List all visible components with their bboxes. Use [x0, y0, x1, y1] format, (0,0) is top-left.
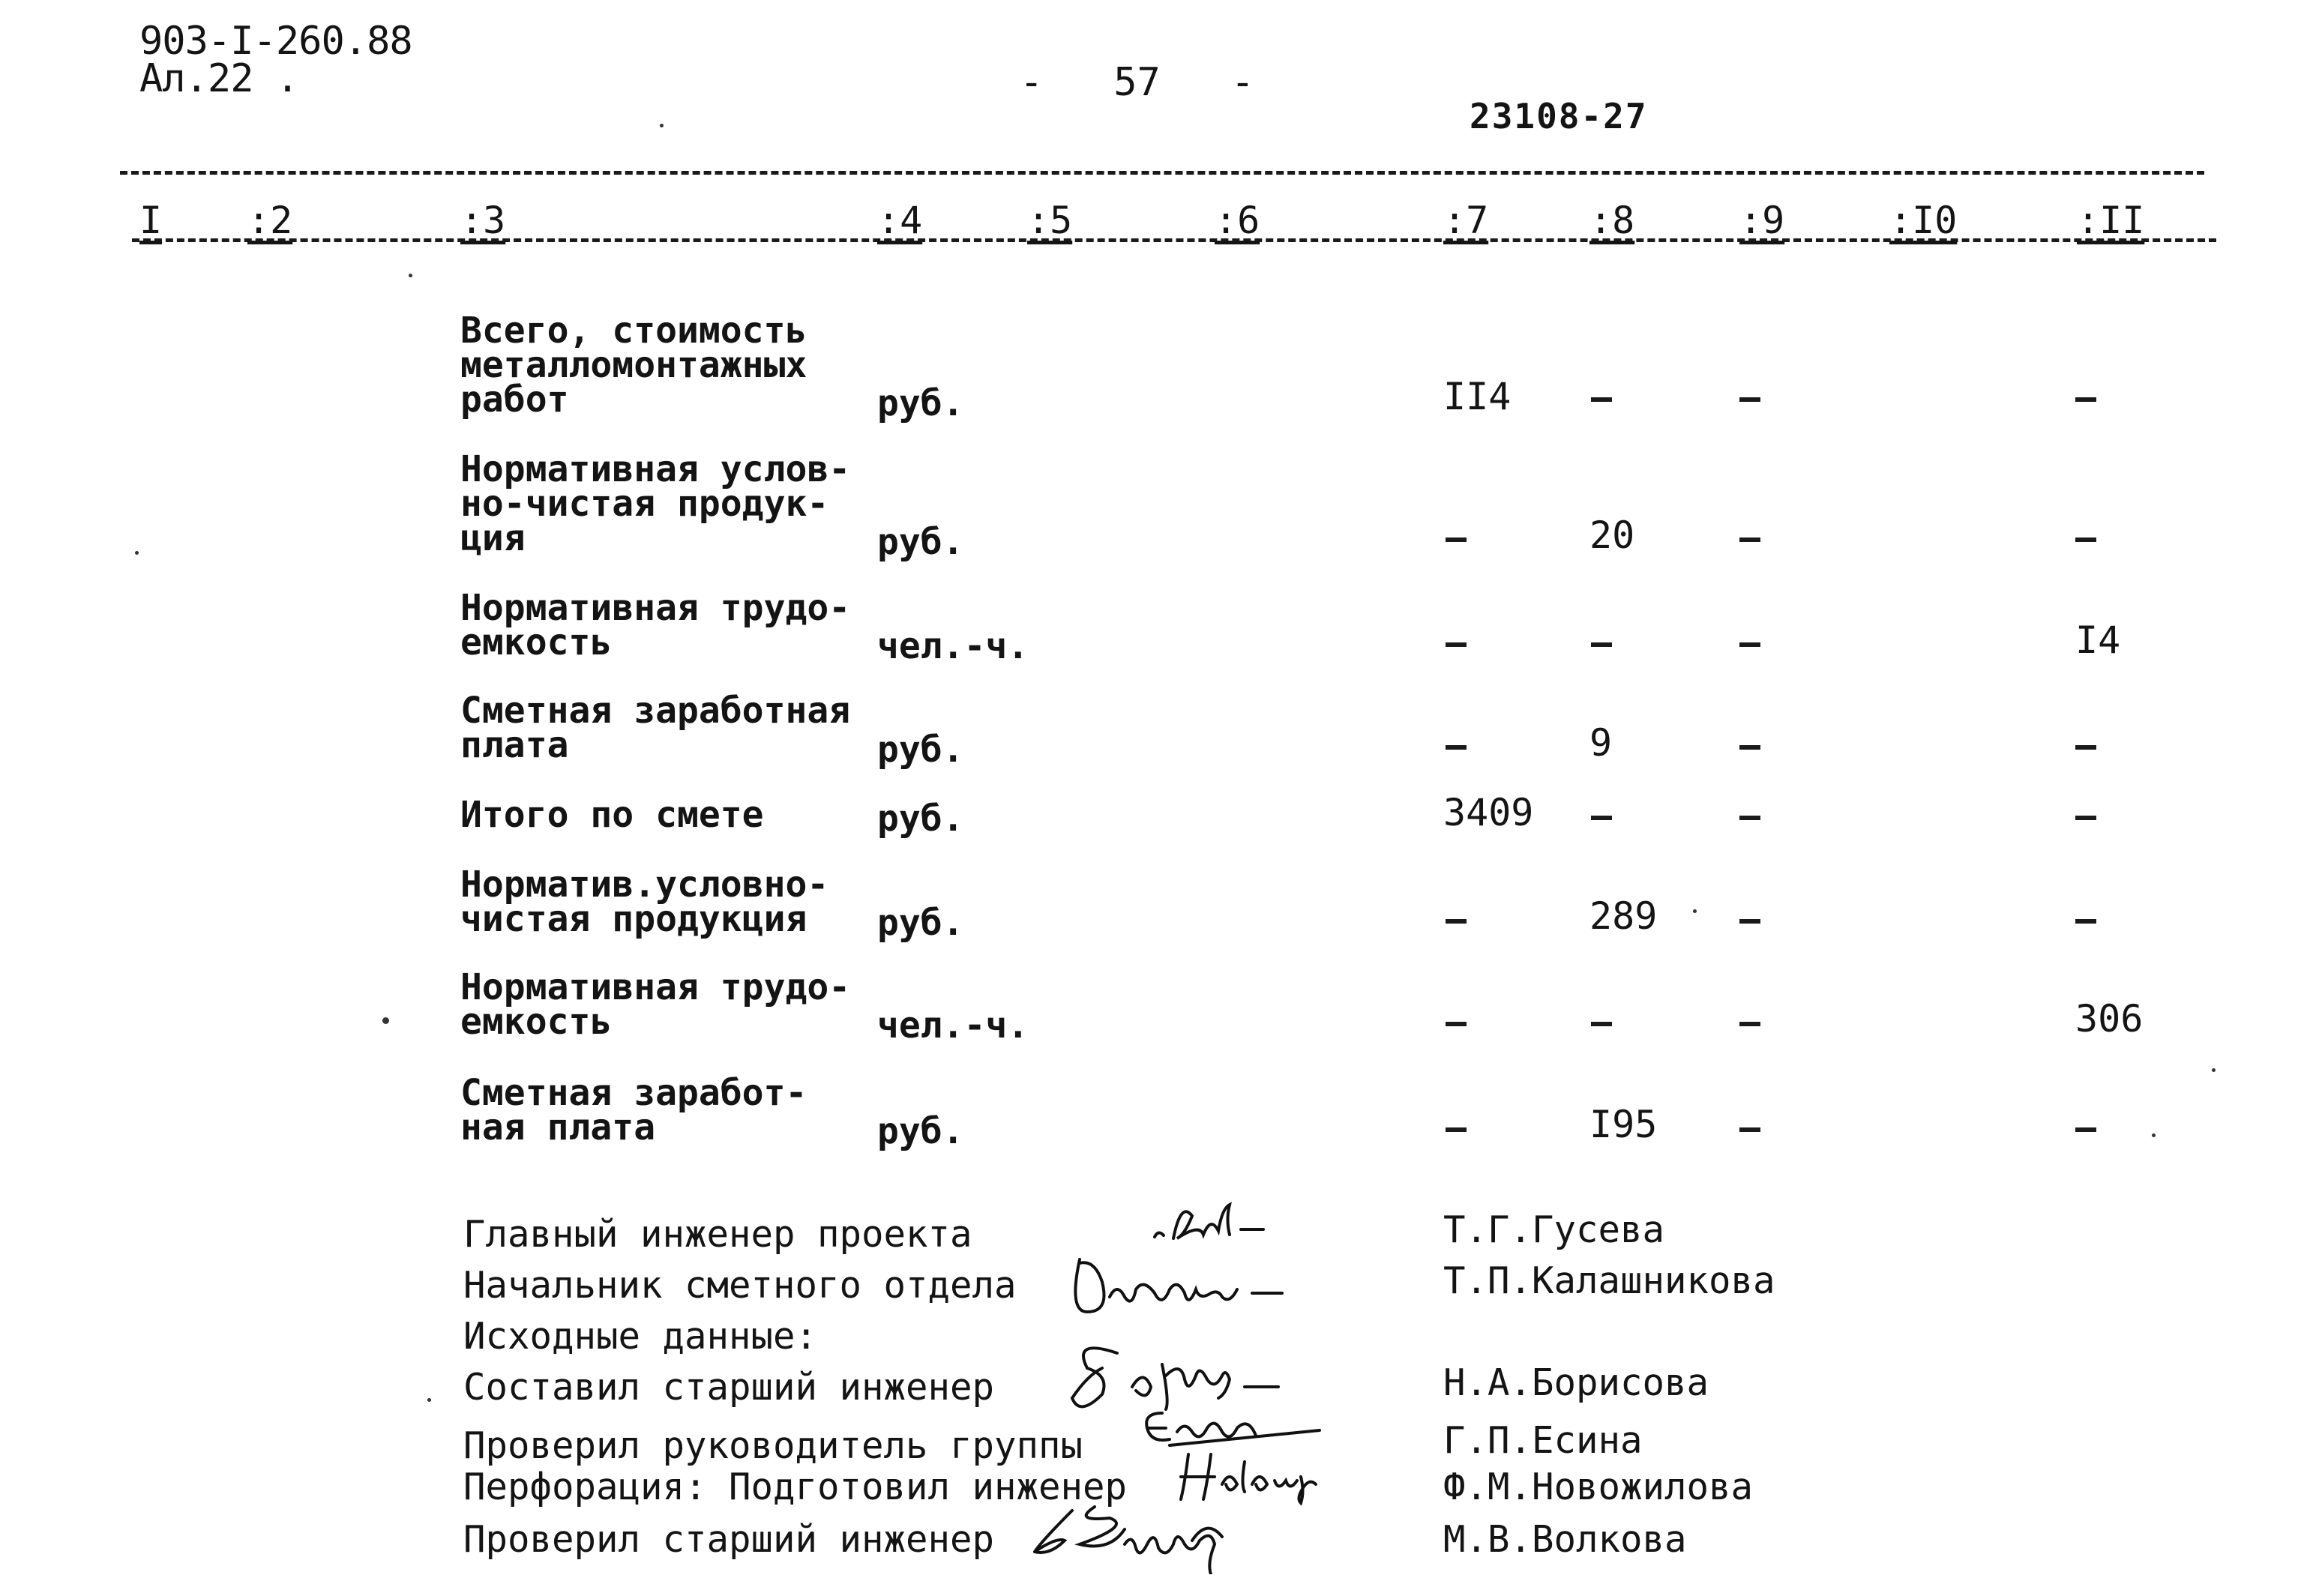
dash-col8: [1591, 642, 1612, 647]
scan-speck: [135, 551, 139, 555]
row-unit: руб.: [877, 521, 964, 563]
dash-col9: [1739, 1127, 1760, 1132]
value-col7: II4: [1443, 375, 1512, 418]
column-number: :4: [877, 199, 923, 242]
scan-speck: [2212, 1068, 2216, 1072]
signer-title: Проверил старший инженер: [463, 1518, 995, 1561]
value-col8: 9: [1589, 721, 1613, 765]
page-number: - 57 -: [1020, 60, 1255, 105]
value-col7: 3409: [1443, 791, 1534, 834]
signer-title: Перфорация: Подготовил инженер: [463, 1466, 1128, 1508]
dash-col7: [1446, 537, 1467, 542]
dash-col7: [1446, 642, 1467, 647]
signer-name: Г.П.Есина: [1443, 1419, 1643, 1462]
column-number: :8: [1589, 199, 1635, 242]
header-rule-top: [120, 171, 2204, 175]
signer-title: Составил старший инженер: [463, 1366, 995, 1409]
dash-col9: [1739, 1022, 1760, 1026]
dash-col9: [1739, 537, 1760, 542]
dash-col11: [2075, 1127, 2096, 1132]
row-label: Нормативная трудо- емкость: [460, 966, 851, 1043]
dash-col9: [1739, 397, 1760, 402]
row-unit: руб.: [877, 1110, 964, 1152]
dash-col11: [2075, 816, 2096, 820]
row-label: Итого по смете: [460, 794, 764, 836]
dash-col9: [1739, 642, 1760, 647]
column-number: :5: [1027, 199, 1073, 242]
value-col11: 306: [2075, 997, 2144, 1041]
signer-name: Ф.М.Новожилова: [1443, 1466, 1754, 1508]
column-number: :I0: [1889, 199, 1958, 242]
row-label: Нормативная трудо- емкость: [460, 587, 851, 663]
dash-col8: [1591, 816, 1612, 820]
handwritten-signature: [1170, 1447, 1342, 1507]
dash-col11: [2075, 397, 2096, 402]
row-unit: руб.: [877, 902, 964, 944]
signer-name: Т.П.Калашникова: [1443, 1259, 1775, 1302]
value-col8: I95: [1589, 1103, 1658, 1146]
signer-title: Главный инженер проекта: [463, 1213, 972, 1256]
row-unit: руб.: [877, 798, 964, 840]
row-label: Нормативная услов- но-чистая продук- ция: [460, 448, 851, 559]
signer-name: Н.А.Борисова: [1443, 1361, 1709, 1404]
column-number: :6: [1215, 199, 1260, 242]
dash-col11: [2075, 537, 2096, 542]
dash-col9: [1739, 745, 1760, 750]
column-number: :9: [1739, 199, 1785, 242]
dash-col7: [1446, 1022, 1467, 1026]
handwritten-signature: [1065, 1244, 1305, 1327]
row-unit: руб.: [877, 729, 964, 771]
dash-col7: [1446, 919, 1467, 924]
row-label: Сметная заработная плата: [460, 690, 851, 766]
column-number: I: [139, 199, 163, 242]
row-unit: чел.-ч.: [877, 625, 1029, 667]
row-unit: чел.-ч.: [877, 1005, 1029, 1047]
scan-speck: [1693, 909, 1697, 913]
row-unit: руб.: [877, 382, 964, 424]
column-number: :7: [1443, 199, 1489, 242]
scan-speck: [409, 274, 412, 277]
dash-col9: [1739, 919, 1760, 924]
scan-speck: [2152, 1133, 2156, 1137]
column-number: :2: [247, 199, 293, 242]
signer-name: Т.Г.Гусева: [1443, 1208, 1665, 1251]
section-heading: Исходные данные:: [463, 1315, 818, 1358]
row-label: Всего, стоимость металломонтажных работ: [460, 310, 807, 421]
value-col8: 20: [1589, 514, 1635, 557]
dash-col9: [1739, 816, 1760, 820]
dash-col8: [1591, 1022, 1612, 1026]
scan-speck: [382, 1017, 389, 1024]
handwritten-signature: [1020, 1499, 1290, 1574]
dash-col7: [1446, 745, 1467, 750]
document-code: 903-I-260.88: [139, 19, 412, 64]
signer-name: М.В.Волкова: [1443, 1518, 1687, 1561]
signer-title: Начальник сметного отдела: [463, 1264, 1017, 1307]
column-number: :II: [2077, 199, 2145, 242]
row-label: Норматив.условно- чистая продукция: [460, 864, 829, 940]
dash-col8: [1591, 397, 1612, 402]
row-label: Сметная заработ- ная плата: [460, 1072, 807, 1148]
scan-speck: [427, 1398, 431, 1402]
dash-col11: [2075, 745, 2096, 750]
value-col11: I4: [2075, 618, 2121, 662]
value-col8: 289: [1589, 894, 1658, 938]
album-number: Ал.22 .: [139, 56, 299, 101]
dash-col11: [2075, 919, 2096, 924]
column-number: :3: [460, 199, 506, 242]
scan-speck: [660, 124, 664, 127]
signer-title: Проверил руководитель группы: [463, 1424, 1083, 1467]
dash-col7: [1446, 1127, 1467, 1132]
inventory-stamp: 23108-27: [1470, 96, 1648, 136]
